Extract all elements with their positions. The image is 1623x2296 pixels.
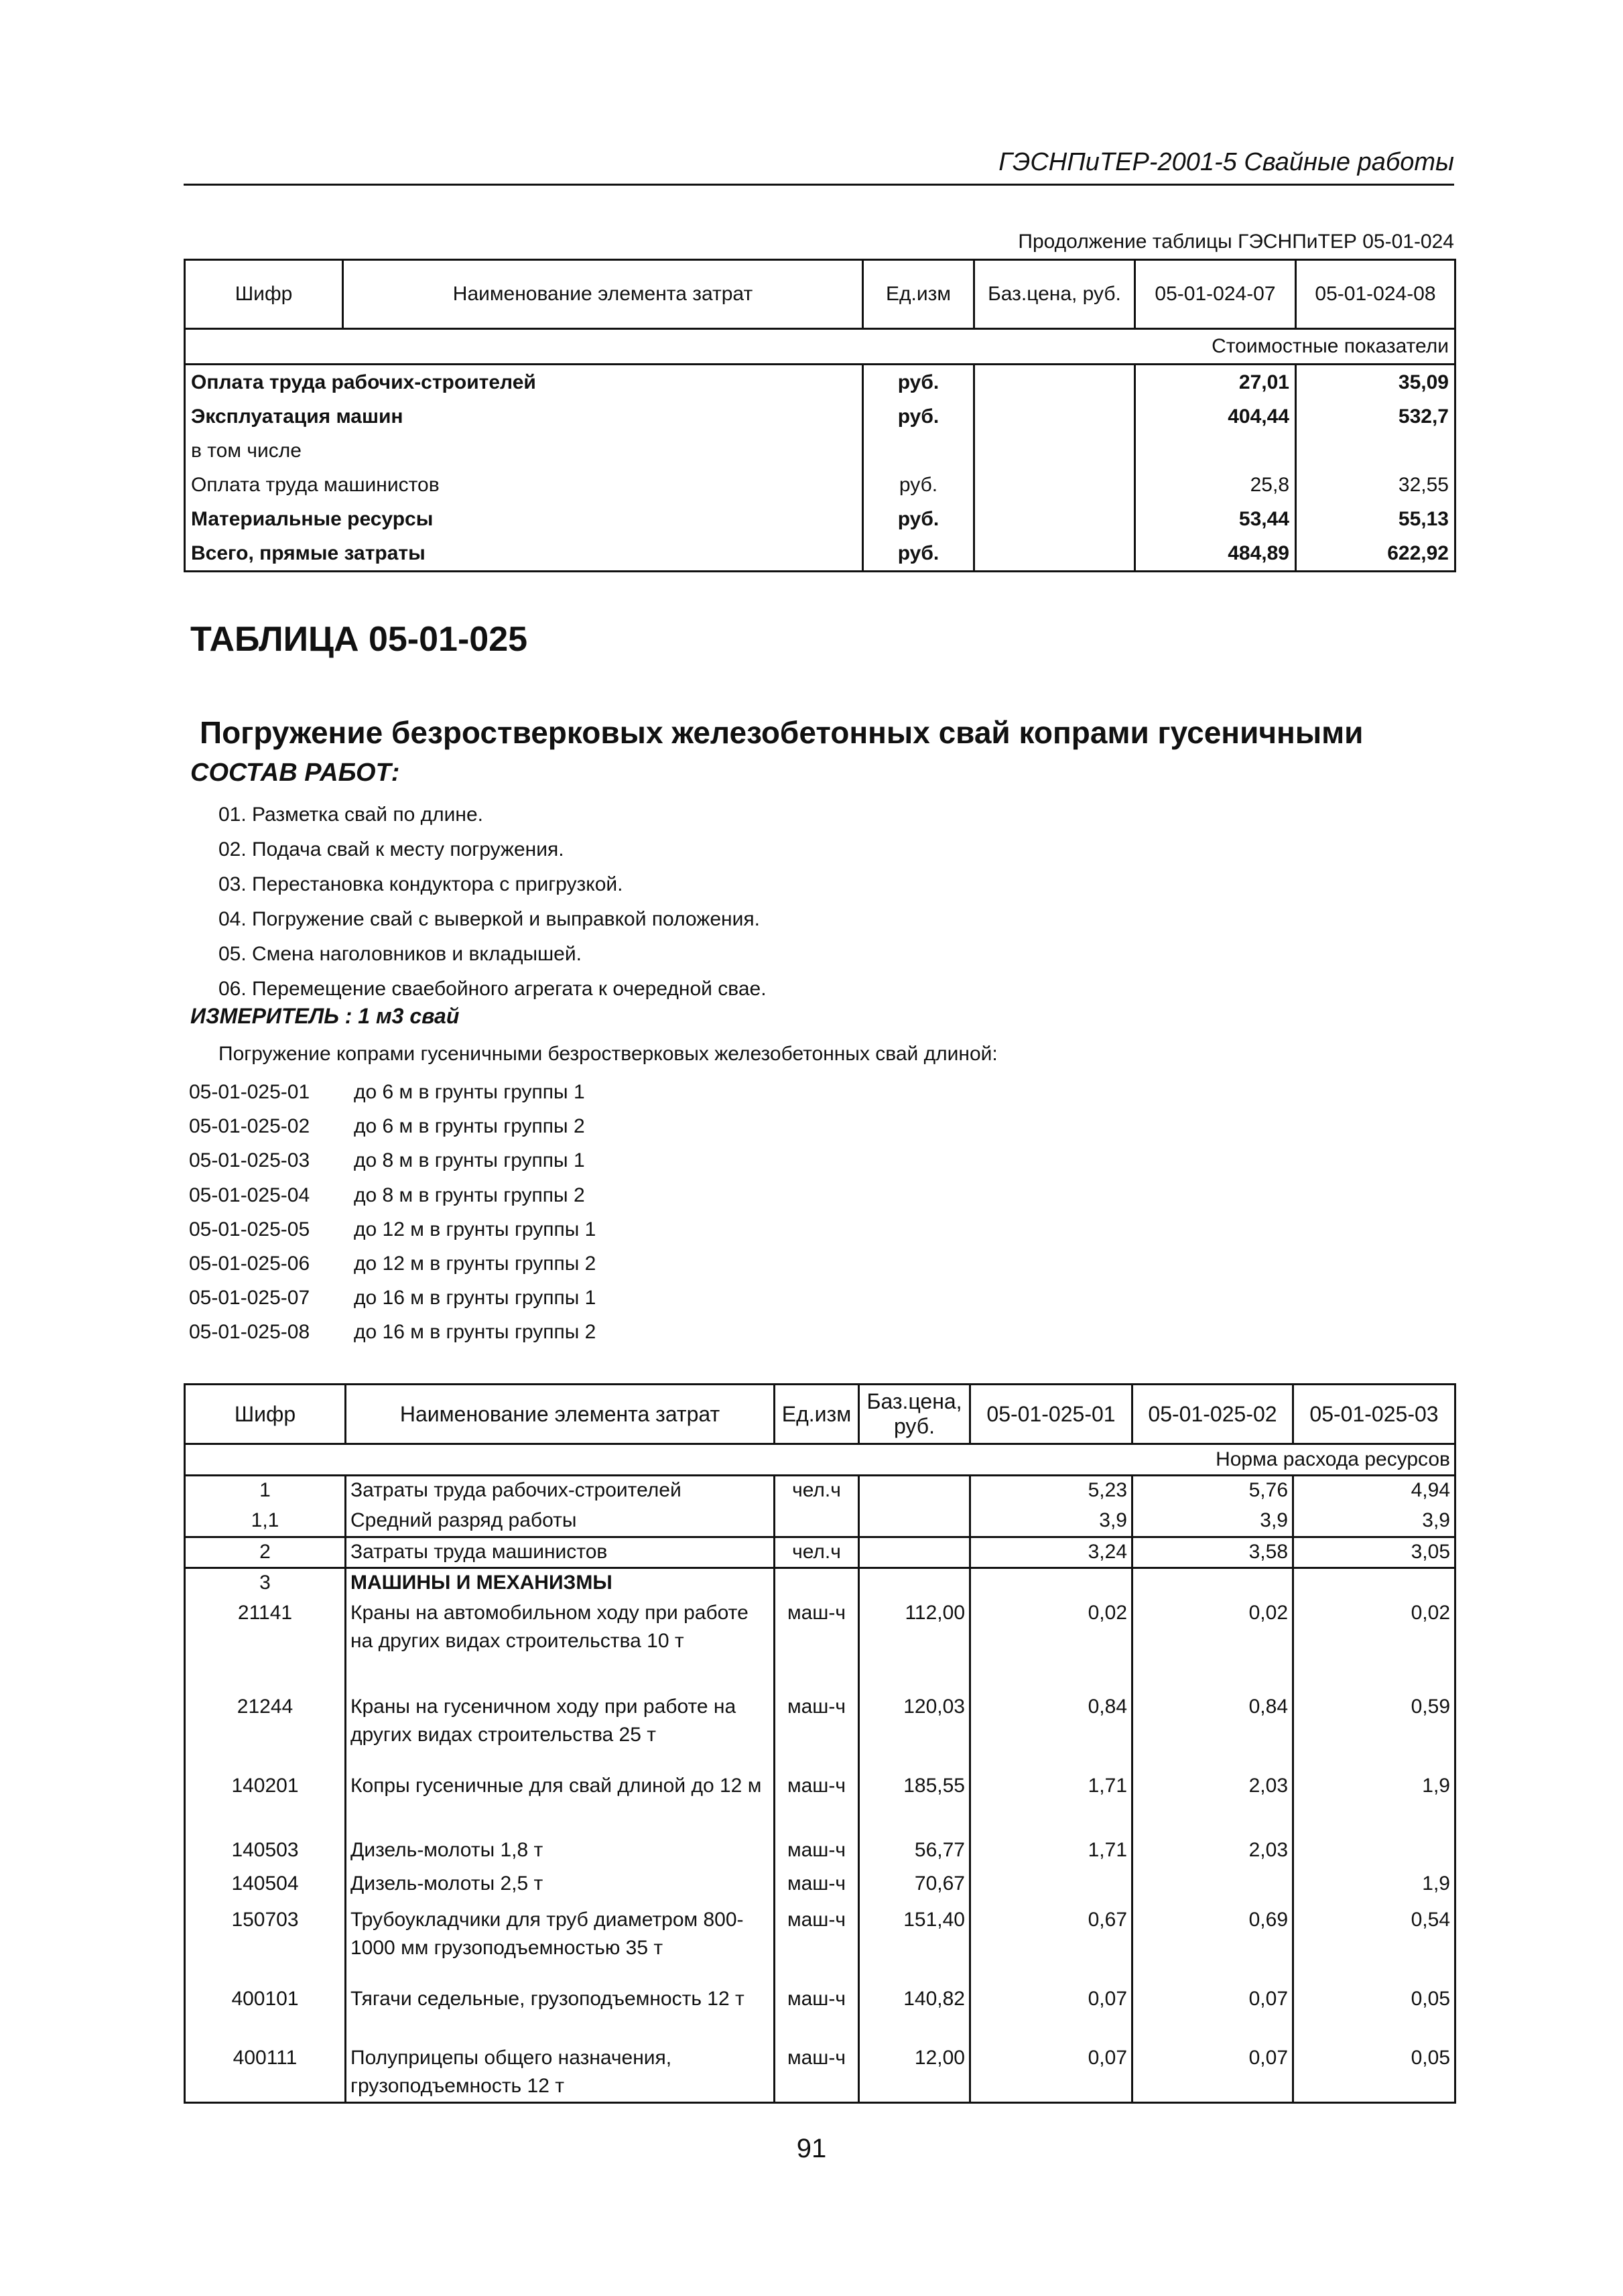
code-list — [189, 1075, 596, 1350]
row-value-2: 35,09 — [1296, 365, 1455, 400]
row-value-3 — [1293, 1568, 1455, 1599]
row-value-1 — [1135, 434, 1296, 468]
row-unit: руб. — [863, 502, 974, 536]
list-item: 06. Перемещение сваебойного агрегата к очередной свае. — [218, 978, 767, 1000]
code-text: до 12 м в грунты группы 2 — [354, 1252, 596, 1275]
row-code: 150703 — [185, 1906, 346, 1985]
row-value-3: 3,9 — [1293, 1507, 1455, 1537]
work-list — [218, 798, 767, 1007]
composition-label: СОСТАВ РАБОТ: — [190, 759, 400, 787]
code-id: 05-01-025-05 — [189, 1218, 310, 1240]
row-price: 185,55 — [859, 1772, 970, 1836]
row-value-2 — [1132, 1568, 1293, 1599]
row-value-2: 0,07 — [1132, 2044, 1293, 2103]
row-price — [974, 434, 1135, 468]
row-value-1: 25,8 — [1135, 468, 1296, 502]
row-value-1: 0,07 — [970, 1985, 1132, 2044]
code-id: 05-01-025-02 — [189, 1115, 310, 1138]
code-id: 05-01-025-06 — [189, 1252, 310, 1275]
table-row — [185, 1568, 1455, 1599]
row-value-2 — [1296, 434, 1455, 468]
table1-header-col1: 05-01-024-07 — [1135, 260, 1296, 329]
row-value-1: 1,71 — [970, 1772, 1132, 1836]
table1-subheader-row — [185, 329, 1455, 365]
code-id: 05-01-025-07 — [189, 1287, 310, 1310]
row-code: 2 — [185, 1537, 346, 1568]
row-unit: маш-ч — [775, 1693, 859, 1772]
code-text: до 6 м в грунты группы 2 — [354, 1115, 585, 1138]
row-name: Дизель-молоты 2,5 т — [346, 1870, 775, 1906]
table1-header-code: Шифр — [185, 260, 343, 329]
row-price — [974, 399, 1135, 434]
row-value-3: 0,05 — [1293, 2044, 1455, 2103]
table-continuation-note: Продолжение таблицы ГЭСНПиТЕР 05-01-024 — [1018, 231, 1454, 253]
list-item: 04. Погружение свай с выверкой и выправкой положения. — [218, 908, 760, 930]
list-item — [189, 1212, 596, 1247]
row-unit: маш-ч — [775, 1906, 859, 1985]
table1-header-unit: Ед.изм — [863, 260, 974, 329]
row-value-2 — [1132, 1870, 1293, 1906]
list-item: 02. Подача свай к месту погружения. — [218, 838, 564, 860]
row-value-1 — [970, 1870, 1132, 1906]
list-item: 05. Смена наголовников и вкладышей. — [218, 943, 582, 965]
code-text: до 16 м в грунты группы 2 — [354, 1321, 596, 1344]
row-unit: маш-ч — [775, 1772, 859, 1836]
table2-header-col2: 05-01-025-02 — [1132, 1385, 1293, 1444]
row-value-3: 0,02 — [1293, 1599, 1455, 1693]
row-name: Краны на автомобильном ходу при работе на других видах строительства 10 т — [346, 1599, 775, 1693]
table-row — [185, 468, 1455, 502]
row-value-2: 5,76 — [1132, 1476, 1293, 1507]
row-unit: чел.ч — [775, 1537, 859, 1568]
row-price — [859, 1507, 970, 1537]
row-unit: маш-ч — [775, 2044, 859, 2103]
row-value-1: 484,89 — [1135, 536, 1296, 572]
table-row — [185, 1476, 1455, 1507]
running-header: ГЭСНПиТЕР-2001-5 Свайные работы — [184, 141, 1454, 186]
row-price — [859, 1537, 970, 1568]
row-unit: руб. — [863, 536, 974, 572]
table-row — [185, 1599, 1455, 1693]
row-value-2: 0,02 — [1132, 1599, 1293, 1693]
row-name: Оплата труда рабочих-строителей — [185, 365, 863, 400]
row-price — [974, 536, 1135, 572]
table-row — [185, 1507, 1455, 1537]
row-value-3: 4,94 — [1293, 1476, 1455, 1507]
list-item: 01. Разметка свай по длине. — [218, 804, 484, 826]
code-id: 05-01-025-08 — [189, 1321, 310, 1344]
row-unit: руб. — [863, 399, 974, 434]
table2-header-col3: 05-01-025-03 — [1293, 1385, 1455, 1444]
row-name: Затраты труда машинистов — [346, 1537, 775, 1568]
row-name: Трубоукладчики для труб диаметром 800-1000 мм грузоподъемностью 35 т — [346, 1906, 775, 1985]
row-name: Оплата труда машинистов — [185, 468, 863, 502]
row-code: 1 — [185, 1476, 346, 1507]
code-text: до 16 м в грунты группы 1 — [354, 1287, 596, 1310]
row-name: МАШИНЫ И МЕХАНИЗМЫ — [346, 1568, 775, 1599]
table-row — [185, 1693, 1455, 1772]
row-value-3: 3,05 — [1293, 1537, 1455, 1568]
table2-header-code: Шифр — [185, 1385, 346, 1444]
row-code: 21244 — [185, 1693, 346, 1772]
row-code: 140201 — [185, 1772, 346, 1836]
row-value-2: 2,03 — [1132, 1836, 1293, 1870]
row-value-1: 0,07 — [970, 2044, 1132, 2103]
table2-header-row — [185, 1385, 1455, 1444]
row-value-3: 0,05 — [1293, 1985, 1455, 2044]
row-unit — [863, 434, 974, 468]
row-value-2: 2,03 — [1132, 1772, 1293, 1836]
code-text: до 6 м в грунты группы 1 — [354, 1081, 585, 1103]
code-id: 05-01-025-01 — [189, 1081, 310, 1103]
table1-header-name: Наименование элемента затрат — [343, 260, 863, 329]
row-unit — [775, 1507, 859, 1537]
row-name: Материальные ресурсы — [185, 502, 863, 536]
row-value-1: 0,02 — [970, 1599, 1132, 1693]
row-unit: руб. — [863, 468, 974, 502]
row-unit: маш-ч — [775, 1836, 859, 1870]
row-price: 56,77 — [859, 1836, 970, 1870]
row-name: в том числе — [185, 434, 863, 468]
table-row — [185, 502, 1455, 536]
table-row — [185, 434, 1455, 468]
row-price — [859, 1568, 970, 1599]
table-row — [185, 1772, 1455, 1836]
row-price: 151,40 — [859, 1906, 970, 1985]
row-value-2: 532,7 — [1296, 399, 1455, 434]
row-name: Полуприцепы общего назначения, грузоподъемность 12 т — [346, 2044, 775, 2103]
list-item: 03. Перестановка кондуктора с пригрузкой. — [218, 873, 623, 895]
table2-subheader: Норма расхода ресурсов — [185, 1444, 1455, 1476]
row-value-2: 3,9 — [1132, 1507, 1293, 1537]
row-value-2: 0,07 — [1132, 1985, 1293, 2044]
row-name: Тягачи седельные, грузоподъемность 12 т — [346, 1985, 775, 2044]
row-code: 1,1 — [185, 1507, 346, 1537]
table-row — [185, 1985, 1455, 2044]
table-row — [185, 399, 1455, 434]
row-price — [974, 468, 1135, 502]
table-row — [185, 2044, 1455, 2103]
row-price — [859, 1476, 970, 1507]
row-price — [974, 502, 1135, 536]
code-id: 05-01-025-03 — [189, 1149, 310, 1172]
row-value-1 — [970, 1568, 1132, 1599]
row-name: Дизель-молоты 1,8 т — [346, 1836, 775, 1870]
row-name: Средний разряд работы — [346, 1507, 775, 1537]
row-value-1: 53,44 — [1135, 502, 1296, 536]
table2-subheader-row — [185, 1444, 1455, 1476]
table-row — [185, 365, 1455, 400]
row-name: Краны на гусеничном ходу при работе на других видах строительства 25 т — [346, 1693, 775, 1772]
row-name: Всего, прямые затраты — [185, 536, 863, 572]
row-value-2: 55,13 — [1296, 502, 1455, 536]
row-code: 140503 — [185, 1836, 346, 1870]
row-value-2: 622,92 — [1296, 536, 1455, 572]
table2-header-price: Баз.цена, руб. — [859, 1385, 970, 1444]
row-value-1: 5,23 — [970, 1476, 1132, 1507]
table1-header-row — [185, 260, 1455, 329]
row-value-3: 0,54 — [1293, 1906, 1455, 1985]
row-code: 400101 — [185, 1985, 346, 2044]
row-value-1: 404,44 — [1135, 399, 1296, 434]
table-row — [185, 1906, 1455, 1985]
row-code: 400111 — [185, 2044, 346, 2103]
table-title: ТАБЛИЦА 05-01-025 — [190, 620, 528, 659]
code-text: до 8 м в грунты группы 2 — [354, 1184, 585, 1206]
table-row — [185, 1836, 1455, 1870]
list-item — [189, 1178, 596, 1212]
row-price: 70,67 — [859, 1870, 970, 1906]
table-row — [185, 1870, 1455, 1906]
code-text: до 12 м в грунты группы 1 — [354, 1218, 596, 1240]
row-value-2: 3,58 — [1132, 1537, 1293, 1568]
row-value-2: 32,55 — [1296, 468, 1455, 502]
row-value-1: 3,24 — [970, 1537, 1132, 1568]
resource-norms-table — [184, 1383, 1456, 2104]
row-name: Эксплуатация машин — [185, 399, 863, 434]
list-item — [189, 1281, 596, 1315]
row-price: 120,03 — [859, 1693, 970, 1772]
section-subtitle: Погружение безростверковых железобетонных свай копрами гусеничными — [200, 715, 1364, 750]
table-row — [185, 536, 1455, 572]
row-unit — [775, 1568, 859, 1599]
row-value-3: 1,9 — [1293, 1870, 1455, 1906]
table1-subheader: Стоимостные показатели — [185, 329, 1455, 365]
row-code: 140504 — [185, 1870, 346, 1906]
row-value-1: 0,84 — [970, 1693, 1132, 1772]
meter-label: ИЗМЕРИТЕЛЬ : 1 м3 свай — [190, 1004, 460, 1028]
row-unit: маш-ч — [775, 1985, 859, 2044]
row-code: 3 — [185, 1568, 346, 1599]
table2-header-unit: Ед.изм — [775, 1385, 859, 1444]
cost-indicators-table — [184, 259, 1456, 572]
row-price: 140,82 — [859, 1985, 970, 2044]
row-value-1: 1,71 — [970, 1836, 1132, 1870]
codes-intro: Погружение копрами гусеничными безростверковых железобетонных свай длиной: — [218, 1043, 998, 1065]
row-price — [974, 365, 1135, 400]
code-text: до 8 м в грунты группы 1 — [354, 1149, 585, 1172]
row-unit: руб. — [863, 365, 974, 400]
table2-header-col1: 05-01-025-01 — [970, 1385, 1132, 1444]
list-item — [189, 1109, 596, 1143]
row-unit: маш-ч — [775, 1599, 859, 1693]
table-row — [185, 1537, 1455, 1568]
code-id: 05-01-025-04 — [189, 1184, 310, 1206]
row-value-2: 0,84 — [1132, 1693, 1293, 1772]
row-code: 21141 — [185, 1599, 346, 1693]
row-price: 112,00 — [859, 1599, 970, 1693]
page-number: 91 — [796, 2134, 827, 2163]
list-item — [189, 1315, 596, 1349]
row-value-3 — [1293, 1836, 1455, 1870]
table1-header-price: Баз.цена, руб. — [974, 260, 1135, 329]
row-value-1: 0,67 — [970, 1906, 1132, 1985]
row-value-1: 3,9 — [970, 1507, 1132, 1537]
row-price: 12,00 — [859, 2044, 970, 2103]
table2-header-name: Наименование элемента затрат — [346, 1385, 775, 1444]
list-item — [189, 1075, 596, 1109]
row-value-3: 1,9 — [1293, 1772, 1455, 1836]
row-name: Затраты труда рабочих-строителей — [346, 1476, 775, 1507]
list-item — [189, 1143, 596, 1177]
row-unit: маш-ч — [775, 1870, 859, 1906]
row-value-3: 0,59 — [1293, 1693, 1455, 1772]
table1-header-col2: 05-01-024-08 — [1296, 260, 1455, 329]
list-item — [189, 1247, 596, 1281]
row-value-2: 0,69 — [1132, 1906, 1293, 1985]
row-name: Копры гусеничные для свай длиной до 12 м — [346, 1772, 775, 1836]
row-value-1: 27,01 — [1135, 365, 1296, 400]
row-unit: чел.ч — [775, 1476, 859, 1507]
